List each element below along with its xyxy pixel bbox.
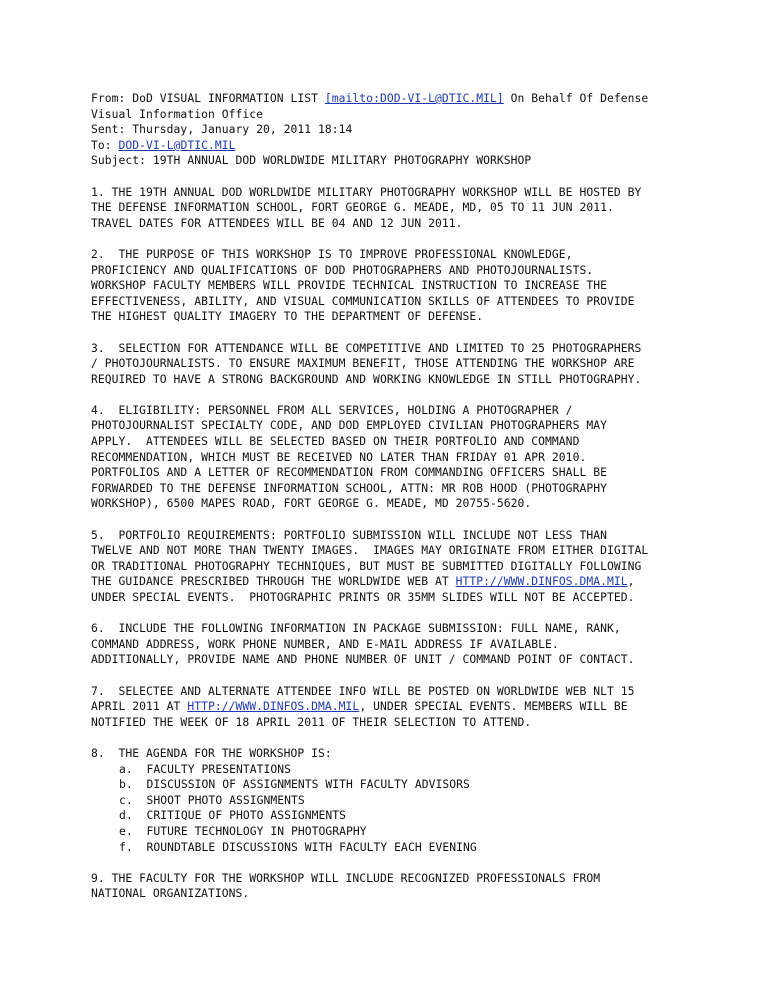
paragraph-line: APPLY. ATTENDEES WILL BE SELECTED BASED ON THEIR PORTFOLIO AND COMMAND <box>91 434 580 449</box>
paragraph-line: REQUIRED TO HAVE A STRONG BACKGROUND AND WORKING KNOWLEDGE IN STILL PHOTOGRAPHY. <box>91 371 642 386</box>
paragraph-line: PHOTOJOURNALIST SPECIALTY CODE, AND DOD EMPLOYED CIVILIAN PHOTOGRAPHERS MAY <box>91 418 607 433</box>
paragraph-line: EFFECTIVENESS, ABILITY, AND VISUAL COMMUNICATION SKILLS OF ATTENDEES TO PROVIDE <box>91 293 635 308</box>
paragraph-line: PORTFOLIOS AND A LETTER OF RECOMMENDATION FROM COMMANDING OFFICERS SHALL BE <box>91 465 607 480</box>
paragraph-line: 2. THE PURPOSE OF THIS WORKSHOP IS TO IMPROVE PROFESSIONAL KNOWLEDGE, <box>91 246 573 261</box>
paragraph-line: 4. ELIGIBILITY: PERSONNEL FROM ALL SERVICES, HOLDING A PHOTOGRAPHER / <box>91 402 573 417</box>
agenda-item: d. CRITIQUE OF PHOTO ASSIGNMENTS <box>119 808 347 823</box>
paragraph-line: RECOMMENDATION, WHICH MUST BE RECEIVED NO LATER THAN FRIDAY 01 APR 2010. <box>91 449 587 464</box>
paragraph-4 <box>91 403 731 512</box>
paragraph-line: NATIONAL ORGANIZATIONS. <box>91 886 250 901</box>
agenda-item: c. SHOOT PHOTO ASSIGNMENTS <box>119 792 305 807</box>
agenda-item: e. FUTURE TECHNOLOGY IN PHOTOGRAPHY <box>119 823 367 838</box>
paragraph-line: APRIL 2011 AT HTTP://WWW.DINFOS.DMA.MIL, UNDER SPECIAL EVENTS. MEMBERS WILL BE <box>91 699 628 714</box>
paragraph-line: THE GUIDANCE PRESCRIBED THROUGH THE WORLDWIDE WEB AT HTTP://WWW.DINFOS.DMA.MIL, <box>91 574 635 589</box>
paragraph-line: THE DEFENSE INFORMATION SCHOOL, FORT GEORGE G. MEADE, MD, 05 TO 11 JUN 2011. <box>91 200 614 215</box>
paragraph-line: WORKSHOP FACULTY MEMBERS WILL PROVIDE TECHNICAL INSTRUCTION TO INCREASE THE <box>91 278 607 293</box>
sent-line: Sent: Thursday, January 20, 2011 18:14 <box>91 122 353 137</box>
dinfos-link[interactable]: HTTP://WWW.DINFOS.DMA.MIL <box>455 574 628 589</box>
paragraph-5 <box>91 528 731 606</box>
paragraph-line: FORWARDED TO THE DEFENSE INFORMATION SCHOOL, ATTN: MR ROB HOOD (PHOTOGRAPHY <box>91 480 607 495</box>
dinfos-link[interactable]: HTTP://WWW.DINFOS.DMA.MIL <box>187 699 360 714</box>
paragraph-3 <box>91 341 731 388</box>
paragraph-line: 5. PORTFOLIO REQUIREMENTS: PORTFOLIO SUBMISSION WILL INCLUDE NOT LESS THAN <box>91 527 607 542</box>
agenda-item: b. DISCUSSION OF ASSIGNMENTS WITH FACULTY ADVISORS <box>119 777 470 792</box>
paragraph-line: 1. THE 19TH ANNUAL DOD WORLDWIDE MILITARY PHOTOGRAPHY WORKSHOP WILL BE HOSTED BY <box>91 184 642 199</box>
mailto-link[interactable]: [mailto:DOD-VI-L@DTIC.MIL] <box>324 91 504 105</box>
paragraph-line: 7. SELECTEE AND ALTERNATE ATTENDEE INFO WILL BE POSTED ON WORLDWIDE WEB NLT 15 <box>91 683 635 698</box>
to-email-link[interactable]: DOD-VI-L@DTIC.MIL <box>118 137 236 152</box>
paragraph-line: ADDITIONALLY, PROVIDE NAME AND PHONE NUMBER OF UNIT / COMMAND POINT OF CONTACT. <box>91 652 635 667</box>
paragraph-line: 3. SELECTION FOR ATTENDANCE WILL BE COMPETITIVE AND LIMITED TO 25 PHOTOGRAPHERS <box>91 340 642 355</box>
paragraph-line: TWELVE AND NOT MORE THAN TWENTY IMAGES. IMAGES MAY ORIGINATE FROM EITHER DIGITAL <box>91 543 649 558</box>
paragraph-line: OR TRADITIONAL PHOTOGRAPHY TECHNIQUES, BUT MUST BE SUBMITTED DIGITALLY FOLLOWING <box>91 558 642 573</box>
paragraph-2 <box>91 247 731 325</box>
agenda-intro: 8. THE AGENDA FOR THE WORKSHOP IS: <box>91 745 332 760</box>
paragraph-8 <box>91 746 731 855</box>
email-header <box>91 91 731 169</box>
paragraph-line: NOTIFIED THE WEEK OF 18 APRIL 2011 OF THEIR SELECTION TO ATTEND. <box>91 714 532 729</box>
subject-line: Subject: 19TH ANNUAL DOD WORLDWIDE MILITARY PHOTOGRAPHY WORKSHOP <box>91 153 532 168</box>
from-line-continued: Visual Information Office <box>91 106 263 121</box>
paragraph-line: / PHOTOJOURNALISTS. TO ENSURE MAXIMUM BENEFIT, THOSE ATTENDING THE WORKSHOP ARE <box>91 356 635 371</box>
email-document <box>91 91 731 902</box>
paragraph-line: 9. THE FACULTY FOR THE WORKSHOP WILL INCLUDE RECOGNIZED PROFESSIONALS FROM <box>91 870 601 885</box>
paragraph-line: THE HIGHEST QUALITY IMAGERY TO THE DEPARTMENT OF DEFENSE. <box>91 309 484 324</box>
to-line: To: DOD-VI-L@DTIC.MIL <box>91 137 236 152</box>
paragraph-line: TRAVEL DATES FOR ATTENDEES WILL BE 04 AND 12 JUN 2011. <box>91 215 463 230</box>
paragraph-9 <box>91 871 731 902</box>
paragraph-line: COMMAND ADDRESS, WORK PHONE NUMBER, AND E-MAIL ADDRESS IF AVAILABLE. <box>91 636 559 651</box>
agenda-list <box>91 762 731 856</box>
paragraph-7 <box>91 684 731 731</box>
paragraph-line: PROFICIENCY AND QUALIFICATIONS OF DOD PHOTOGRAPHERS AND PHOTOJOURNALISTS. <box>91 262 594 277</box>
from-line: From: DoD VISUAL INFORMATION LIST [mailto:DOD-VI-L@DTIC.MIL] On Behalf Of Defense <box>91 91 649 105</box>
agenda-item: f. ROUNDTABLE DISCUSSIONS WITH FACULTY EACH EVENING <box>119 839 477 854</box>
paragraph-1 <box>91 185 731 232</box>
paragraph-6 <box>91 621 731 668</box>
paragraph-line: UNDER SPECIAL EVENTS. PHOTOGRAPHIC PRINTS OR 35MM SLIDES WILL NOT BE ACCEPTED. <box>91 590 635 604</box>
paragraph-line: WORKSHOP), 6500 MAPES ROAD, FORT GEORGE G. MEADE, MD 20755-5620. <box>91 496 532 511</box>
agenda-item: a. FACULTY PRESENTATIONS <box>119 761 291 776</box>
paragraph-line: 6. INCLUDE THE FOLLOWING INFORMATION IN PACKAGE SUBMISSION: FULL NAME, RANK, <box>91 621 621 636</box>
